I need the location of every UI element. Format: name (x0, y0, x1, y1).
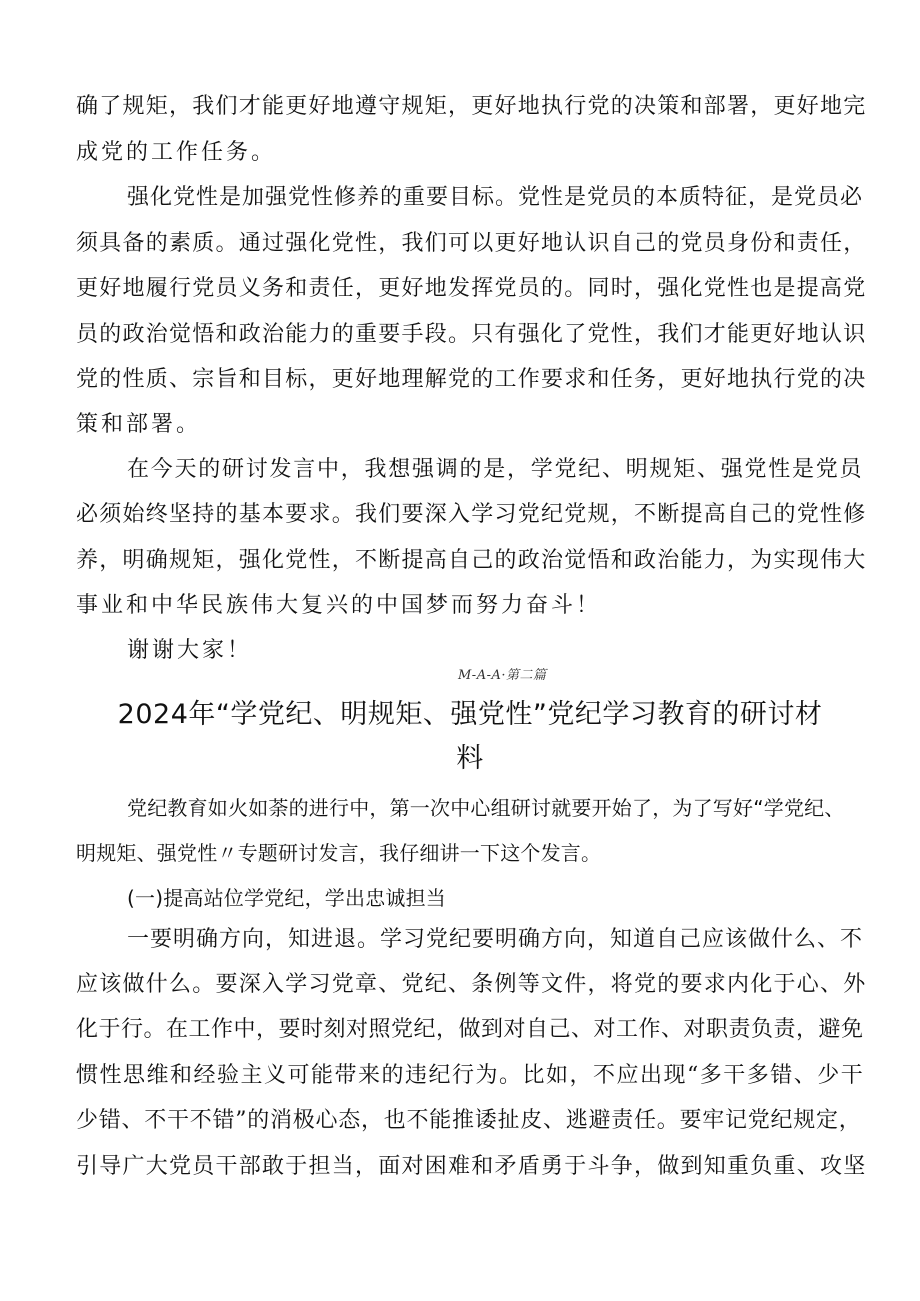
body-text-line: 更好地履行党员义务和责任，更好地发挥党员的。同时，强化党性也是提高党 (76, 276, 867, 301)
body-text-line: 一要明确方向，知进退。学习党纪要明确方向，知道自己应该做什么、不 (127, 927, 864, 952)
body-text-line: 策和部署。 (76, 412, 202, 437)
body-text-line: 事业和中华民族伟大复兴的中国梦而努力奋斗！ (76, 593, 602, 618)
body-text-line: 须具备的素质。通过强化党性，我们可以更好地认识自己的党员身份和责任， (76, 231, 867, 256)
body-text-line: 化于行。在工作中，要时刻对照党纪，做到对自己、对工作、对职责负责，避免 (76, 1017, 864, 1042)
body-text-line: 党纪教育如火如荼的进行中，第一次中心组研讨就要开始了，为了写好“学党纪、 (127, 796, 845, 820)
body-text-line: 养，明确规矩，强化党性，不断提高自己的政治觉悟和政治能力，为实现伟大 (76, 548, 867, 573)
body-text-line: 少错、不干不错”的消极心态，也不能推诿扯皮、逃避责任。要牢记党纪规定， (76, 1108, 862, 1133)
body-text-line: 员的政治觉悟和政治能力的重要手段。只有强化了党性，我们才能更好地认识 (76, 322, 867, 347)
document-title: 2024年“学党纪、明规矩、强党性”党纪学习教育的研讨材 (117, 699, 823, 730)
body-text-line: 必须始终坚持的基本要求。我们要深入学习党纪党规，不断提高自己的党性修 (76, 502, 867, 527)
body-text-line: 惯性思维和经验主义可能带来的违纪行为。比如，不应出现“多干多错、少干 (76, 1063, 865, 1088)
closing-thanks: 谢谢大家！ (127, 638, 253, 663)
body-text-line: 应该做什么。要深入学习党章、党纪、条例等文件，将党的要求内化于心、外 (76, 972, 867, 997)
body-text-line: 成党的工作任务。 (76, 140, 277, 165)
document-title-continued: 料 (456, 743, 484, 774)
body-text-line: 引导广大党员干部敢于担当，面对困难和矛盾勇于斗争，做到知重负重、攻坚 (76, 1154, 867, 1179)
body-text-line: 在今天的研讨发言中，我想强调的是，学党纪、明规矩、强党性是党员 (127, 457, 864, 482)
body-text-line: 强化党性是加强党性修养的重要目标。党性是党员的本质特征，是党员必 (127, 185, 864, 210)
body-text-line: 党的性质、宗旨和目标，更好地理解党的工作要求和任务，更好地执行党的决 (76, 367, 867, 392)
section-tag: M-A-A·第二篇 (458, 668, 547, 683)
subheading: (一)提高站位学党纪，学出忠诚担当 (127, 886, 447, 910)
body-text-line: 确了规矩，我们才能更好地遵守规矩，更好地执行党的决策和部署，更好地完 (76, 94, 867, 119)
body-text-line: 明规矩、强党性〃专题研讨发言，我仔细讲一下这个发言。 (76, 841, 602, 865)
